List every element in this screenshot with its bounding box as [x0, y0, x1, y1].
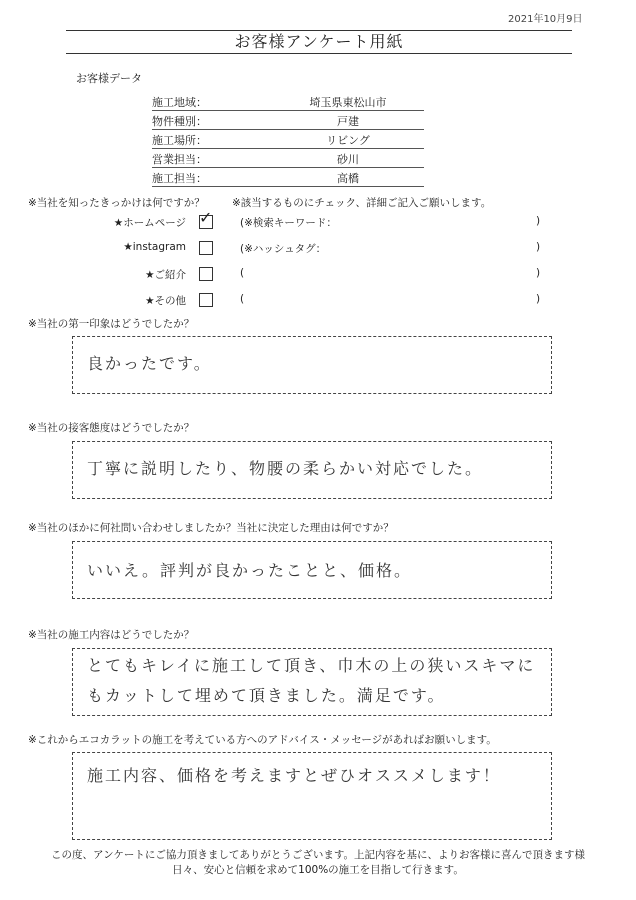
- q2-question: ※当社の第一印象はどうでしたか？: [28, 318, 195, 330]
- q2-answer: 良かったです。: [87, 354, 212, 373]
- detail-close: ): [536, 241, 541, 253]
- checkbox-other[interactable]: [199, 293, 213, 307]
- option-label-instagram: ★instagram: [123, 241, 186, 253]
- option-label-referral: ★ご紹介: [145, 269, 186, 281]
- option-label-homepage: ★ホームページ: [113, 217, 186, 229]
- info-value: 埼玉県東松山市: [309, 96, 387, 109]
- info-label: 物件種別：: [152, 115, 207, 128]
- q3-answer-box[interactable]: [72, 441, 552, 499]
- page-title: お客様アンケート用紙: [66, 30, 572, 54]
- detail-hashtag: (※ハッシュタグ：: [240, 243, 327, 255]
- footer-message: [20, 848, 616, 878]
- detail-search-keyword: (※検索キーワード：: [240, 217, 337, 229]
- info-value: 砂川: [337, 153, 359, 166]
- detail-other: (: [240, 293, 245, 305]
- info-value: リビング: [326, 134, 370, 147]
- survey-date: 2021年10月9日: [508, 14, 583, 25]
- detail-close: ): [536, 215, 541, 227]
- q1-question: ※当社を知ったきっかけは何ですか？: [28, 197, 205, 209]
- q1-note: ※該当するものにチェック、詳細ご記入ご願いします。: [232, 197, 492, 209]
- info-value: 高橋: [337, 172, 359, 185]
- q4-answer-box[interactable]: [72, 541, 552, 599]
- q3-answer: 丁寧に説明したり、物腰の柔らかい対応でした。: [87, 459, 484, 478]
- info-row-property-type: [152, 111, 424, 130]
- q6-question: ※これからエコカラットの施工を考えている方へのアドバイス・メッセージがあればお願いします。: [28, 734, 497, 746]
- q3-question: ※当社の接客態度はどうでしたか？: [28, 422, 195, 434]
- info-label: 施工場所：: [152, 134, 207, 147]
- q6-answer: 施工内容、価格を考えますとぜひオススメします！: [87, 766, 501, 785]
- footer-line-2: 日々、安心と信頼を求めて100%の施工を目指して行きます。: [172, 864, 464, 876]
- q6-answer-box[interactable]: [72, 752, 552, 840]
- info-label: 施工地域：: [152, 96, 207, 109]
- q4-answer: いいえ。評判が良かったことと、価格。: [87, 561, 412, 580]
- checkbox-homepage[interactable]: [199, 208, 213, 229]
- q5-answer-box[interactable]: [72, 648, 552, 716]
- q5-question: ※当社の施工内容はどうでしたか？: [28, 629, 195, 641]
- info-row-installer: [152, 168, 424, 187]
- checkbox-referral[interactable]: [199, 267, 213, 281]
- info-row-area: [152, 92, 424, 111]
- info-label: 営業担当：: [152, 153, 207, 166]
- checkmark-icon: ✓: [199, 208, 213, 227]
- footer-line-1: この度、アンケートにご協力頂きましてありがとうございます。上記内容を基に、よりお客様に喜んで頂きます様: [50, 849, 586, 861]
- q5-answer: とてもキレイに施工して頂き、巾木の上の狭いスキマにもカットして埋めて頂きました。満足です。: [87, 656, 536, 705]
- detail-close: ): [536, 267, 541, 279]
- info-row-location: [152, 130, 424, 149]
- q4-question: ※当社のほかに何社問い合わせしましたか？当社に決定した理由は何ですか？: [28, 522, 394, 534]
- q2-answer-box[interactable]: [72, 336, 552, 394]
- checkbox-instagram[interactable]: [199, 241, 213, 255]
- customer-data-heading: お客様データ: [76, 72, 142, 85]
- option-label-other: ★その他: [145, 295, 186, 307]
- info-value: 戸建: [337, 115, 359, 128]
- detail-close: ): [536, 293, 541, 305]
- info-row-sales-rep: [152, 149, 424, 168]
- info-label: 施工担当：: [152, 172, 207, 185]
- detail-referral: (: [240, 267, 245, 279]
